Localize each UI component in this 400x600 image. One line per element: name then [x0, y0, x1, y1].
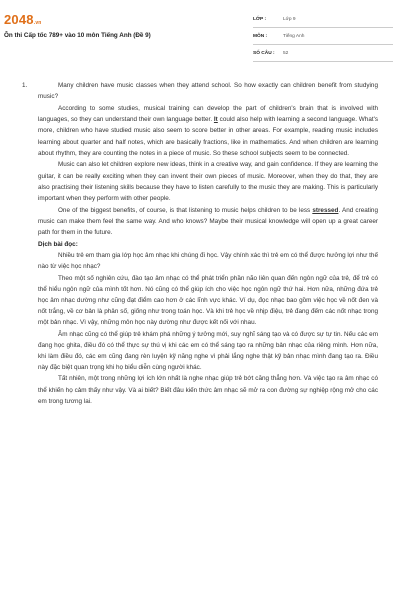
translation-heading: Dịch bài đọc: — [38, 240, 78, 248]
subject-value: Tiếng Anh — [283, 34, 305, 39]
paragraph-4-part-a: One of the biggest benefits, of course, is that listening to music helps children to be less — [58, 206, 313, 214]
question-count-value: 52 — [283, 51, 289, 56]
document-header — [0, 0, 400, 68]
paragraph-2-part-a: According to some studies, musical training can develop the part of children's brain that is involved with languages, so they can understand their own language better. — [38, 104, 378, 124]
translation-paragraph-2: Theo một số nghiên cứu, đào tạo âm nhạc có thể phát triển phần não liên quan đến ngôn ngữ của trẻ, để trẻ có thể hiểu ngôn ngữ của mình tốt hơn. Nó cũng có thể giúp ích cho việc học ngôn ngữ thứ hai. Hơn nữa, những đứa trẻ học âm nhạc dường như cũng đạt điểm cao hơn ở các lĩnh vực khác. Ví dụ, đọc nhạc bao gồm việc học về nốt đen và nốt trắng, về cơ bản là phân số, giống như trong toán học. Và khi trẻ học về nhịp điệu, trẻ đang đếm các nốt nhạc trong một bản nhạc. Vì vậy, những môn học này dường như được kết nối với nhau. — [38, 274, 378, 327]
class-label: LỚP : — [253, 17, 267, 22]
logo-tld-text: .vn — [33, 20, 42, 26]
question-body — [38, 80, 378, 407]
question-number: 1. — [22, 82, 28, 89]
logo-main-text: 2048 — [4, 12, 34, 27]
passage-paragraph-1: Many children have music classes when they attend school. So how exactly can children benefit from studying music? — [38, 82, 378, 101]
meta-info-table — [253, 14, 393, 65]
translation-block — [38, 250, 378, 407]
subject-label: MÔN : — [253, 34, 268, 39]
site-logo[interactable] — [4, 12, 42, 27]
highlighted-word-it: It — [213, 116, 218, 124]
highlighted-word-stressed: stressed — [312, 206, 339, 214]
class-value: Lớp 9 — [283, 17, 296, 22]
question-count-label: SỐ CÂU : — [253, 51, 275, 56]
paragraph-2-part-b: could also help with learning a second language. What's more, children who have studied music also seem to score better in other areas. For example, reading music includes learning about quarter and half notes, which are basically fractions, like in mathematics. And when children are learning about rhythm, they are counting the notes in a piece of music. So these school subjects seem to be connected. — [38, 116, 378, 158]
meta-row-question-count — [253, 48, 393, 62]
translation-paragraph-1: Nhiều trẻ em tham gia lớp học âm nhạc khi chúng đi học. Vậy chính xác thì trẻ em có thể được hưởng lợi như thế nào từ việc học nhạc? — [38, 252, 378, 271]
paragraph-4-part-b: . And creating music can make them feel the same way. And who knows? Maybe their musical knowledge will open up a great career path for them in the future. — [38, 206, 378, 237]
document-title: Ôn thi Cấp tốc 789+ vào 10 môn Tiếng Anh (Đề 9) — [4, 32, 151, 39]
passage-paragraph-3: Music can also let children explore new ideas, think in a creative way, and gain confidence. If they are learning the guitar, it can be really exciting when they can invent their own pieces of music. Moreover, when they do that, they are also practising their listening skills because they have to listen carefully to the music they are making. This is particularly important when they perform with other people. — [38, 161, 378, 203]
passage-paragraph-2 — [38, 103, 378, 160]
translation-paragraph-3: Âm nhạc cũng có thể giúp trẻ khám phá những ý tưởng mới, suy nghĩ sáng tạo và có được sự tự tin. Nếu các em đang học ghita, điều đó có thể thực sự thú vị khi các em có thể sáng tạo ra những bản nhạc của riêng mình. Hơn nữa, khi làm điều đó, các em cũng đang rèn luyện kỹ năng nghe vì phải lắng nghe thật kỹ bản nhạc mình đang tạo ra. Điều này đặc biệt quan trọng khi họ biểu diễn cùng người khác. — [38, 330, 378, 372]
meta-row-class — [253, 14, 393, 28]
passage-paragraph-4 — [38, 205, 378, 239]
translation-paragraph-4: Tất nhiên, một trong những lợi ích lớn nhất là nghe nhạc giúp trẻ bớt căng thẳng hơn. Và việc tạo ra âm nhạc có thể khiến họ cảm thấy như vậy. Và ai biết? Biết đâu kiến thức âm nhạc sẽ mở ra con đường sự nghiệp rộng mở cho các em trong tương lai. — [38, 375, 378, 405]
meta-row-subject — [253, 31, 393, 45]
